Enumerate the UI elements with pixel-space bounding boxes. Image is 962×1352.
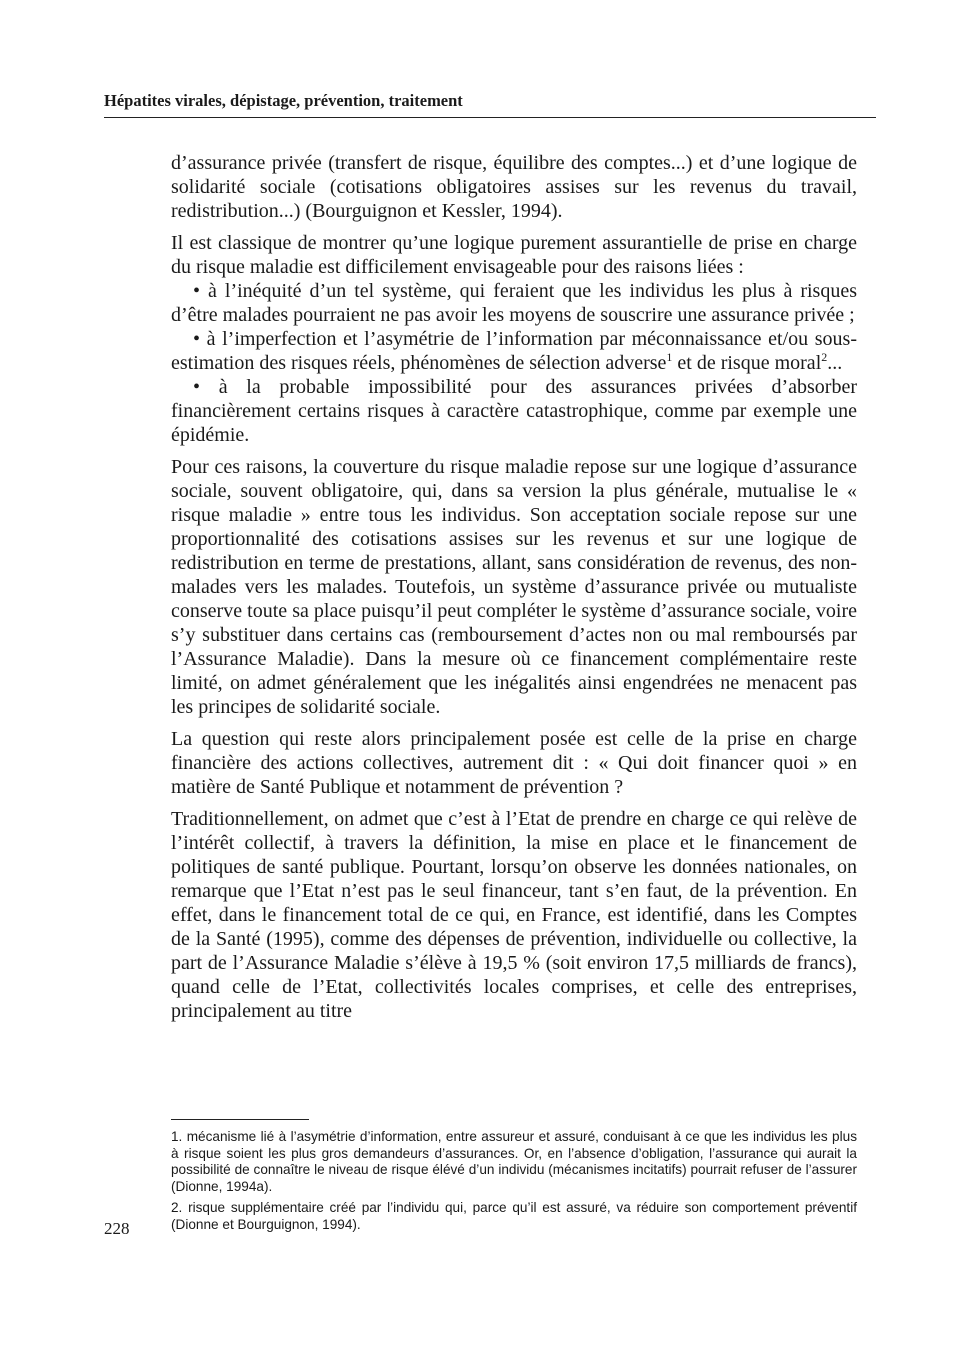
header-rule xyxy=(104,117,876,118)
footnote-2: 2. risque supplémentaire créé par l’individu qui, parce qu’il est assuré, va réduire son comportement préventif (Dionne et Bourguignon, 1994). xyxy=(171,1200,857,1232)
bullet-item-1: • à l’inéquité d’un tel système, qui feraient que les individus les plus à risques d’être malades pourraient ne pas avoir les moyens de souscrire une assurance privée ; xyxy=(171,280,857,326)
running-header: Hépatites virales, dépistage, prévention, traitement xyxy=(104,91,463,110)
body-text xyxy=(171,151,857,1031)
paragraph-3: Pour ces raisons, la couverture du risque maladie repose sur une logique d’assurance sociale, souvent obligatoire, qui, dans sa version la plus générale, mutualise le « risque maladie » entre tous les individus. Son acceptation sociale repose sur une proportionnalité des cotisations assises sur les revenus et sur une logique de redistribution en terme de prestations, allant, sans considération de revenus, des non-malades vers les malades. Toutefois, un système d’assurance privée ou mutualiste conserve toute sa place puisqu’il peut compléter le système d’assurance sociale, voire s’y substituer dans certains cas (remboursement d’actes non ou mal remboursés par l’Assurance Maladie). Dans la mesure où ce financement complémentaire reste limité, on admet généralement que les inégalités ainsi engendrées ne menacent pas les principes de solidarité sociale. xyxy=(171,456,857,718)
bullet-item-2-text-b: et de risque moral xyxy=(672,352,822,374)
paragraph-2: Il est classique de montrer qu’une logique purement assurantielle de prise en charge du risque maladie est difficilement envisageable pour des raisons liées : xyxy=(171,232,857,278)
page-number: 228 xyxy=(104,1219,130,1238)
paragraph-5: Traditionnellement, on admet que c’est à l’Etat de prendre en charge ce qui relève de l’intérêt collectif, à travers la définition, la mise en place et le financement de politiques de santé publique. Pourtant, lorsqu’on observe les données nationales, on remarque que l’Etat n’est pas le seul financeur, tant s’en faut, de la prévention. En effet, dans le financement total de ce qui, en France, est identifié, dans les Comptes de la Santé (1995), comme des dépenses de prévention, individuelle ou collective, la part de l’Assurance Maladie s’élève à 19,5 % (soit environ 17,5 milliards de francs), quand celle de l’Etat, collectivités locales comprises, et celle des entreprises, principalement au titre xyxy=(171,808,857,1022)
bullet-item-2-text-a: • à l’imperfection et l’asymétrie de l’information par méconnaissance et/ou sous-estimation des risques réels, phénomènes de sélection adverse xyxy=(171,328,857,374)
bullet-item-2-text-c: ... xyxy=(827,352,843,374)
footnote-1: 1. mécanisme lié à l’asymétrie d’information, entre assureur et assuré, conduisant à ce que les individus les plus à risque soient les plus gros demandeurs d’assurances. Or, en l’absence d’obligation, l’assurance qui aurait la possibilité de connaître le niveau de risque élévé d’un individu (mécanismes incitatifs) pourrait refuser de l’assurer (Dionne, 1994a). xyxy=(171,1129,857,1194)
bullet-item-3: • à la probable impossibilité pour des assurances privées d’absorber financièrement certains risques à caractère catastrophique, comme par exemple une épidémie. xyxy=(171,376,857,446)
paragraph-4: La question qui reste alors principalement posée est celle de la prise en charge financière des actions collectives, autrement dit : « Qui doit financer quoi » en matière de Santé Publique et notamment de prévention ? xyxy=(171,728,857,798)
footnotes xyxy=(171,1129,857,1239)
paragraph-1: d’assurance privée (transfert de risque, équilibre des comptes...) et d’une logique de solidarité sociale (cotisations obligatoires assises sur les revenus du travail, redistribution...) (Bourguignon et Kessler, 1994). xyxy=(171,152,857,222)
bullet-item-2 xyxy=(171,327,857,375)
footnote-ref-2: 2 xyxy=(821,350,828,364)
footnote-rule xyxy=(171,1119,309,1120)
footnote-ref-1: 1 xyxy=(666,350,673,364)
